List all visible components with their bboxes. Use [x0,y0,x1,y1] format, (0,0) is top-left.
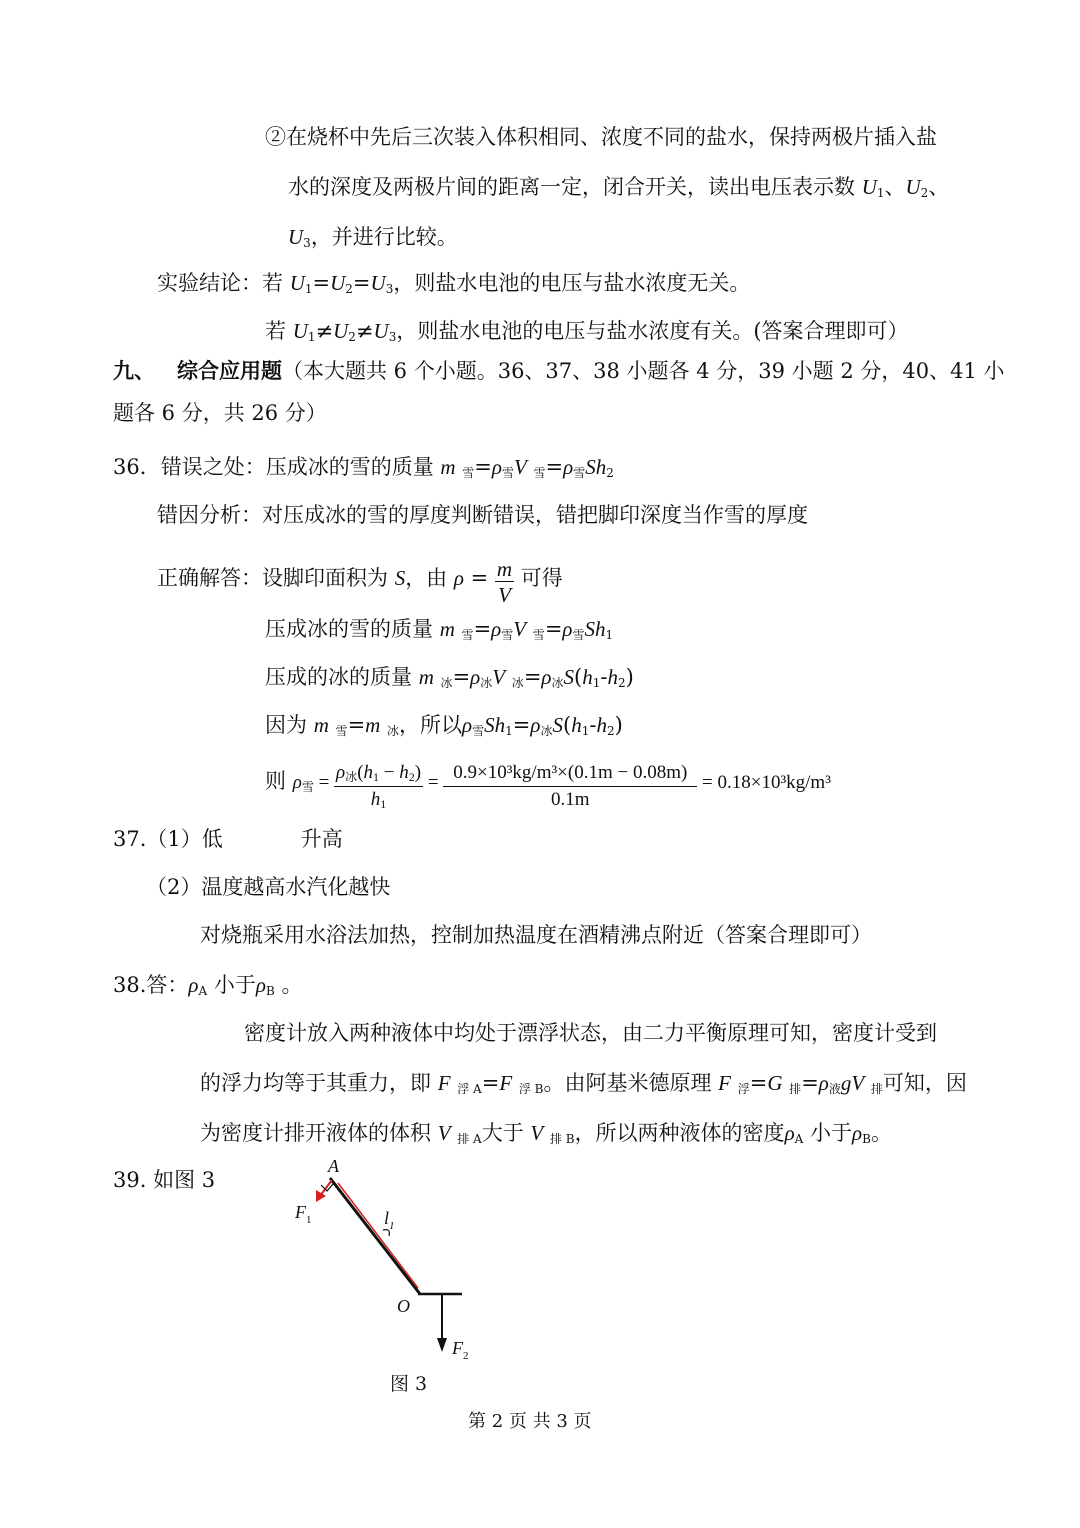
q37-part2-line2: 对烧瓶采用水浴法加热，控制加热温度在酒精沸点附近（答案合理即可） [200,923,872,947]
force-f2-arrowhead [437,1338,447,1352]
label-O: O [397,1296,410,1316]
label-F1: $F_1$ [295,1202,312,1226]
label-F2: $F_2$ [452,1338,469,1362]
lever-arm [330,1178,420,1294]
section-heading: 九、 综合应用题（本大题共 6 个小题。36、37、38 小题各 4 分，39 小题 2 分，40、41 小 [113,358,1005,383]
conclusion-line2: 若 $U_1\ne U_2\ne U_3$，则盐水电池的电压与盐水浓度有关。(答案合理即可） [265,319,909,344]
step2-line2: 水的深度及两极片间的距离一定，闭合开关，读出电压表示数 $U_1$、$U_2$、 [288,175,950,200]
rho-fraction: $\frac{\rho_冰(h_1 - h_2)}{h_1}$ [336,762,422,811]
q36-cause: 错因分析：对压成冰的雪的厚度判断错误，错把脚印深度当作雪的厚度 [157,503,808,527]
moment-arm-l1 [338,1183,418,1288]
step2-line1: ②在烧杯中先后三次装入体积相同、浓度不同的盐水，保持两极片插入盐 [265,125,937,149]
label-A: A [328,1158,339,1176]
conclusion-line1: 实验结论：若 $U_1=U_2=U_3$，则盐水电池的电压与盐水浓度无关。 [157,271,751,296]
label-l1: $l_1$ [384,1208,395,1232]
q36-answer: 正确解答：设脚印面积为 S，由 ρ = $\frac{m}{V}$ 可得 [157,557,563,607]
q37-part1: 37.（1）低 升高 [113,827,343,851]
q36-result-equation: 则 $\rho_雪$ = $\frac{\rho_冰(h_1 - h_2)}{h_1}$ = $\frac{\text{0.9×10³kg/m³×(0.1m − 0.08m)}}{0.1m}$ = 0.18×10³kg/m³ [265,762,831,811]
section-number: 九、 [113,358,155,383]
step2-line3: $U_3$，并进行比较。 [288,225,458,250]
q36-snow-mass: 压成冰的雪的质量 m $_雪=\rho_雪V$ $_雪=\rho_雪Sh_1$ [265,617,614,642]
density-fraction: $\frac{m}{V}$ [496,557,513,607]
q36-ice-mass: 压成的冰的质量 m $_冰=\rho_冰V$ $_冰=\rho_冰S(h_1-h_2)$ [265,665,634,690]
q39-label: 39. 如图 3 [113,1168,216,1192]
q36-because: 因为 m $_雪$=m $_冰$，所以$\rho_雪Sh_1=\rho_冰S(h_1-h_2)$ [265,713,623,738]
q38-line1: 密度计放入两种液体中均处于漂浮状态，由二力平衡原理可知，密度计受到 [244,1021,937,1045]
q38-answer: 38.答：$\rho_A$ 小于$\rho_B$ 。 [113,973,303,998]
value-fraction: $\frac{\text{0.9×10³kg/m³×(0.1m − 0.08m)}}{0.1m}$ [443,760,697,813]
figure-caption: 图 3 [390,1373,428,1395]
section-desc-line2: 题各 6 分，共 26 分） [113,401,327,425]
q38-line2: 的浮力均等于其重力，即 F $_{浮 A}$=F $_{浮 B}$。由阿基米德原理 F $_浮$=G $_排=\rho_液gV$ $_排$可知，因 [200,1071,967,1096]
force-f1-arrowhead [316,1190,326,1202]
section-title: 综合应用题 [177,358,282,383]
q36-error: 36．错误之处：压成冰的雪的质量 m $_雪=\rho_雪V$ $_雪=\rho_雪Sh_2$ [113,455,614,480]
lever-figure [280,1158,500,1374]
q38-line3: 为密度计排开液体的体积 V $_{排 A}$大于 V $_{排 B}$，所以两种液体的密度$\rho_A$ 小于$\rho_B$。 [200,1121,892,1146]
q37-part2: （2）温度越高水汽化越快 [146,875,391,899]
page-footer: 第 2 页 共 3 页 [468,1411,592,1432]
